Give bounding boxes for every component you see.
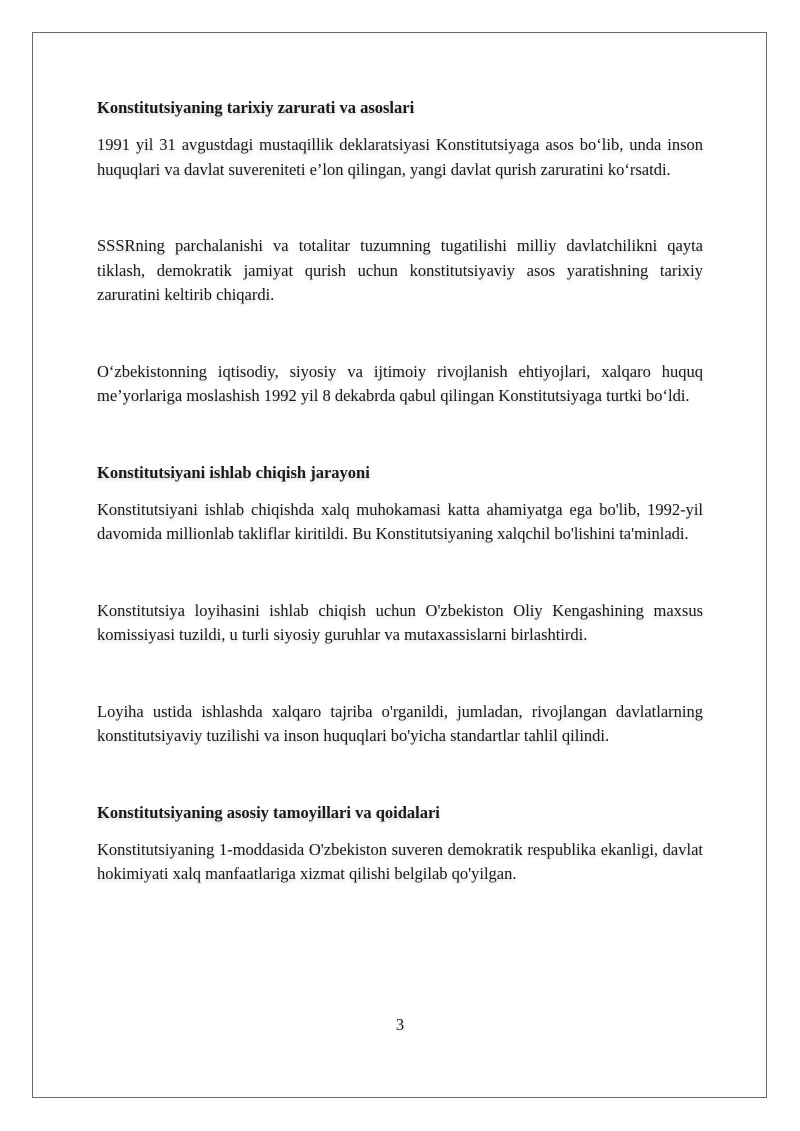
paragraph: O‘zbekistonning iqtisodiy, siyosiy va ijtimoiy rivojlanish ehtiyojlari, xalqaro huquq me’yorlariga moslashish 1992 yil 8 dekabrda qabul qilingan Konstitutsiyaga turtki bo‘ldi. [97, 361, 703, 405]
paragraph: Konstitutsiya loyihasini ishlab chiqish uchun O'zbekiston Oliy Kengashining maxsus komissiyasi tuzildi, u turli siyosiy guruhlar va mutaxassislarni birlashtirdi. [97, 600, 703, 644]
paragraph: SSSRning parchalanishi va totalitar tuzumning tugatilishi milliy davlatchilikni qayta tiklash, demokratik jamiyat qurish uchun konstitutsiyaviy asos yaratishning tarixiy zaruratini keltirib chiqardi. [97, 236, 703, 304]
document-body [97, 96, 703, 887]
paragraph: Konstitutsiyaning 1-moddasida O'zbekiston suveren demokratik respublika ekanligi, davlat hokimiyati xalq manfaatlariga xizmat qilishi belgilab qo'yilgan. [97, 839, 703, 883]
paragraph: Konstitutsiyani ishlab chiqishda xalq muhokamasi katta ahamiyatga ega bo'lib, 1992-yil davomida millionlab takliflar kiritildi. Bu Konstitutsiyaning xalqchil bo'lishini ta'minladi. [97, 499, 703, 543]
paragraph: 1991 yil 31 avgustdagi mustaqillik deklaratsiyasi Konstitutsiyaga asos bo‘lib, unda inson huquqlari va davlat suvereniteti e’lon qilingan, yangi davlat qurish zaruratini ko‘rsatdi. [97, 135, 703, 179]
section-heading-historical-necessity: Konstitutsiyaning tarixiy zarurati va asoslari [97, 98, 415, 117]
section-heading-core-principles: Konstitutsiyaning asosiy tamoyillari va qoidalari [97, 802, 440, 822]
page-number: 3 [395, 1015, 405, 1034]
section-heading-drafting-process: Konstitutsiyani ishlab chiqish jarayoni [97, 462, 370, 482]
paragraph: Loyiha ustida ishlashda xalqaro tajriba o'rganildi, jumladan, rivojlangan davlatlarning konstitutsiyaviy tuzilishi va inson huquqlari bo'yicha standartlar tahlil qilindi. [97, 701, 703, 745]
